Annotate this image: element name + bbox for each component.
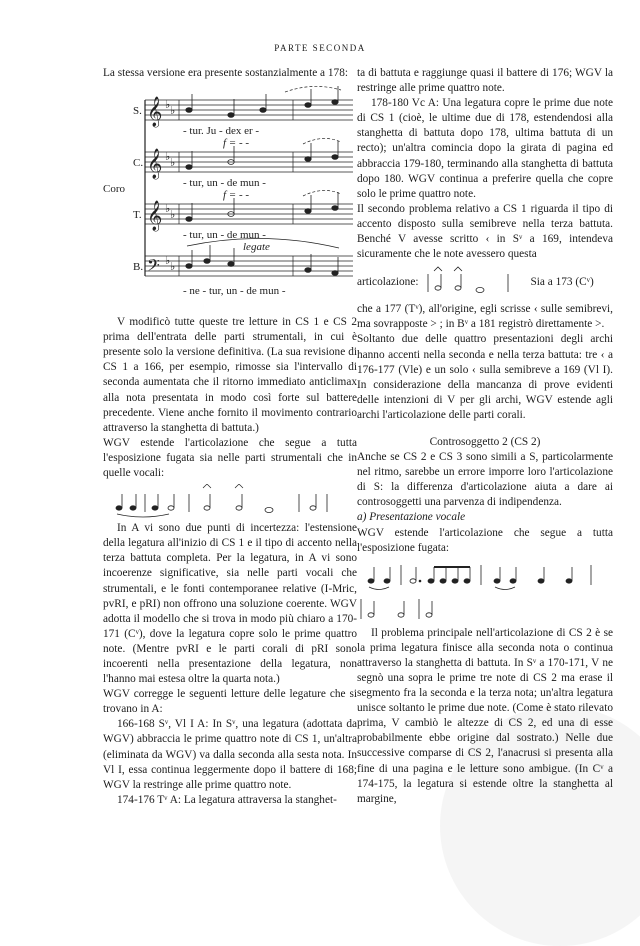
svg-text:- tur, un - de mun -: - tur, un - de mun - (183, 177, 266, 190)
subheading: a) Presentazione vocale (357, 511, 466, 524)
articulation-example-1 (103, 484, 357, 518)
svg-text:♭: ♭ (170, 104, 176, 118)
right-p4: che a 177 (Tᵛ), all'origine, egli scrisse ‹ sulle semibrevi, ma sovrapposte > ; in Bᵛ a 181 registrò direttamente >. (357, 303, 613, 331)
right-p3: Il secondo problema relativo a CS 1 riguarda il tipo di accento disposto sulla semibreve nella terza battuta. Benché V avesse scritto ‹ in Sᵛ a 169, intendeva sicuramente che le note avessero questa (357, 202, 613, 261)
left-p7: 174-176 Tᵛ A: La legatura attraversa la stanghet- (117, 793, 337, 806)
svg-text:♭: ♭ (165, 254, 171, 268)
staff-alto (145, 152, 353, 172)
svg-text:♭: ♭ (165, 202, 171, 216)
svg-text:S.: S. (133, 105, 142, 118)
svg-text:T.: T. (133, 209, 142, 222)
staff-tenor (145, 204, 353, 224)
staff-bass (145, 256, 353, 276)
right-p5: Soltanto due delle quattro presentazioni degli archi hanno accenti nella seconda e nella terza battuta: tre ‹ a 176-177 (Vle) e un solo ‹ sulla semibreve a 169 (Vl I). In considerazione della mancanza di prove evidenti delle intenzioni di V per gli archi, WGV estende agli archi l'articolazione delle parti corali. (357, 333, 613, 421)
articulation-example-2 (424, 266, 524, 298)
svg-text:♭: ♭ (165, 150, 171, 164)
left-column (103, 66, 357, 808)
svg-text:𝄞: 𝄞 (147, 201, 163, 232)
svg-text:♭: ♭ (170, 260, 176, 274)
svg-text:- tur. Ju - dex er -: - tur. Ju - dex er - (183, 125, 260, 138)
articulation-example-3 (357, 559, 613, 623)
svg-text:legate: legate (243, 241, 270, 254)
svg-text:- ne - tur, un - de mun -: - ne - tur, un - de mun - (183, 285, 286, 298)
choral-score (103, 84, 357, 312)
left-p1: La stessa versione era presente sostanzialmente a 178: (103, 67, 348, 79)
artic-after: Sia a 173 (Cᵛ) (530, 275, 594, 288)
right-p8: Il problema principale nell'articolazione di CS 2 è se la prima legatura finisce alla seconda nota o continua attraverso la stanghetta di battuta. In Sᵛ a 170-171, V ne segnò una sopra le prime tre note di CS 2 ma erase il segmento fra la seconda e la terza nota; un'altra legatura unisce soltanto le prime due note. (Come è stato rilevato prima, V cambiò le altezze di CS 2, ed una di esse probabilmente ebbe origine dal sostrato.) Nelle due successive comparse di CS 2, l'anacrusi si presenta alla fine di una pagina e le letture sono ambigue. (In Cᵛ a 174-175, la legatura si estende oltre la stanghetta al margine, (357, 626, 613, 805)
artic-label: articolazione: (357, 275, 419, 288)
left-p6: 166-168 Sᵛ, Vl I A: In Sᵛ, una legatura (adottata da WGV) abbraccia le prime quattro note di CS 1, un'altra (eliminata da WGV) va dalla seconda alla sesta nota. In Vl I, essa continua leggermente dopo il battere di 168; WGV la restringe alle prime quattro note. (103, 718, 357, 791)
svg-text:♭: ♭ (170, 156, 176, 170)
left-p3: WGV estende l'articolazione che segue a tutta l'esposizione fugata sia nelle parti strumentali che in quelle vocali: (103, 436, 357, 480)
right-p7: WGV estende l'articolazione che segue a tutta l'esposizione fugata: (357, 526, 613, 554)
section-heading: Controsoggetto 2 (CS 2) (429, 435, 541, 448)
svg-text:𝄞: 𝄞 (147, 97, 163, 128)
page-header: PARTE SECONDA (274, 43, 366, 53)
left-p5: WGV corregge le seguenti letture delle legature che si trovano in A: (103, 688, 357, 716)
right-p2: 178-180 Vc A: Una legatura copre le prime due note di CS 1 (cioè, le ultime due di 178, estendendosi alla stanghetta di battuta dopo 178, ultima battuta di un recto); un'altra comincia dopo la girata di pagina ed abbraccia 179-180, terminando alla stanghetta di battuta dopo 180. WGV continua a preferire quella che copre solo le prime quattro note. (357, 97, 613, 200)
left-p2: V modificò tutte queste tre letture in CS 1 e CS 2 prima dell'entrata delle parti strumentali, in cui è presente solo la versione definitiva. (La sua revisione di CS 1 a 166, per esempio, rimosse sia l'intervallo di seconda aumentata che il ritorno immediato anticlimax alla nota presentata in modo così forte sul battere precedente. Viene anche fornito il movimento contrario attraverso la stanghetta di battuta.) (103, 316, 357, 434)
svg-text:- tur, un - de mun -: - tur, un - de mun - (183, 229, 266, 242)
svg-text:𝄞: 𝄞 (147, 149, 163, 180)
svg-text:f = - -: f = - - (223, 189, 250, 202)
svg-text:Coro: Coro (103, 183, 125, 196)
right-column (357, 66, 613, 807)
left-p4: In A vi sono due punti di incertezza: l'estensione della legatura all'inizio di CS 1 e il tipo di accento nella terza battuta completa. Per la legatura, in A vi sono incoerenze significative, sia nelle parti vocali che strumentali, e le fonti contemporanee relative (I-Mric, pvRI, e pRI) non offrono una soluzione coerente. WGV adotta il modello che si trova in modo più chiaro a 170-171 (Cᵛ), dove la legatura copre solo le prime quattro note. (Mentre pvRI e le parti corali di pRI sono incoerenti nella presentazione della legatura, non l'hanno mai estesa oltre la quarta nota.) (103, 522, 357, 686)
staff-soprano (145, 100, 353, 120)
svg-text:C.: C. (133, 157, 144, 170)
right-p1: ta di battuta e raggiunge quasi il battere di 176; WGV la restringe alle prime quattro note. (357, 67, 613, 95)
svg-text:♭: ♭ (165, 98, 171, 112)
svg-text:𝄢: 𝄢 (147, 255, 160, 280)
svg-text:♭: ♭ (170, 208, 176, 222)
svg-text:f = - -: f = - - (223, 137, 250, 150)
right-p6: Anche se CS 2 e CS 3 sono simili a S, particolarmente nel ritmo, sarebbe un errore imporre loro l'articolazione di S: la differenza d'articolazione aiuta a dare ai controsoggetti una parvenza di indipendenza. (357, 451, 613, 509)
articulation-inline (357, 266, 613, 298)
svg-text:B.: B. (133, 261, 144, 274)
